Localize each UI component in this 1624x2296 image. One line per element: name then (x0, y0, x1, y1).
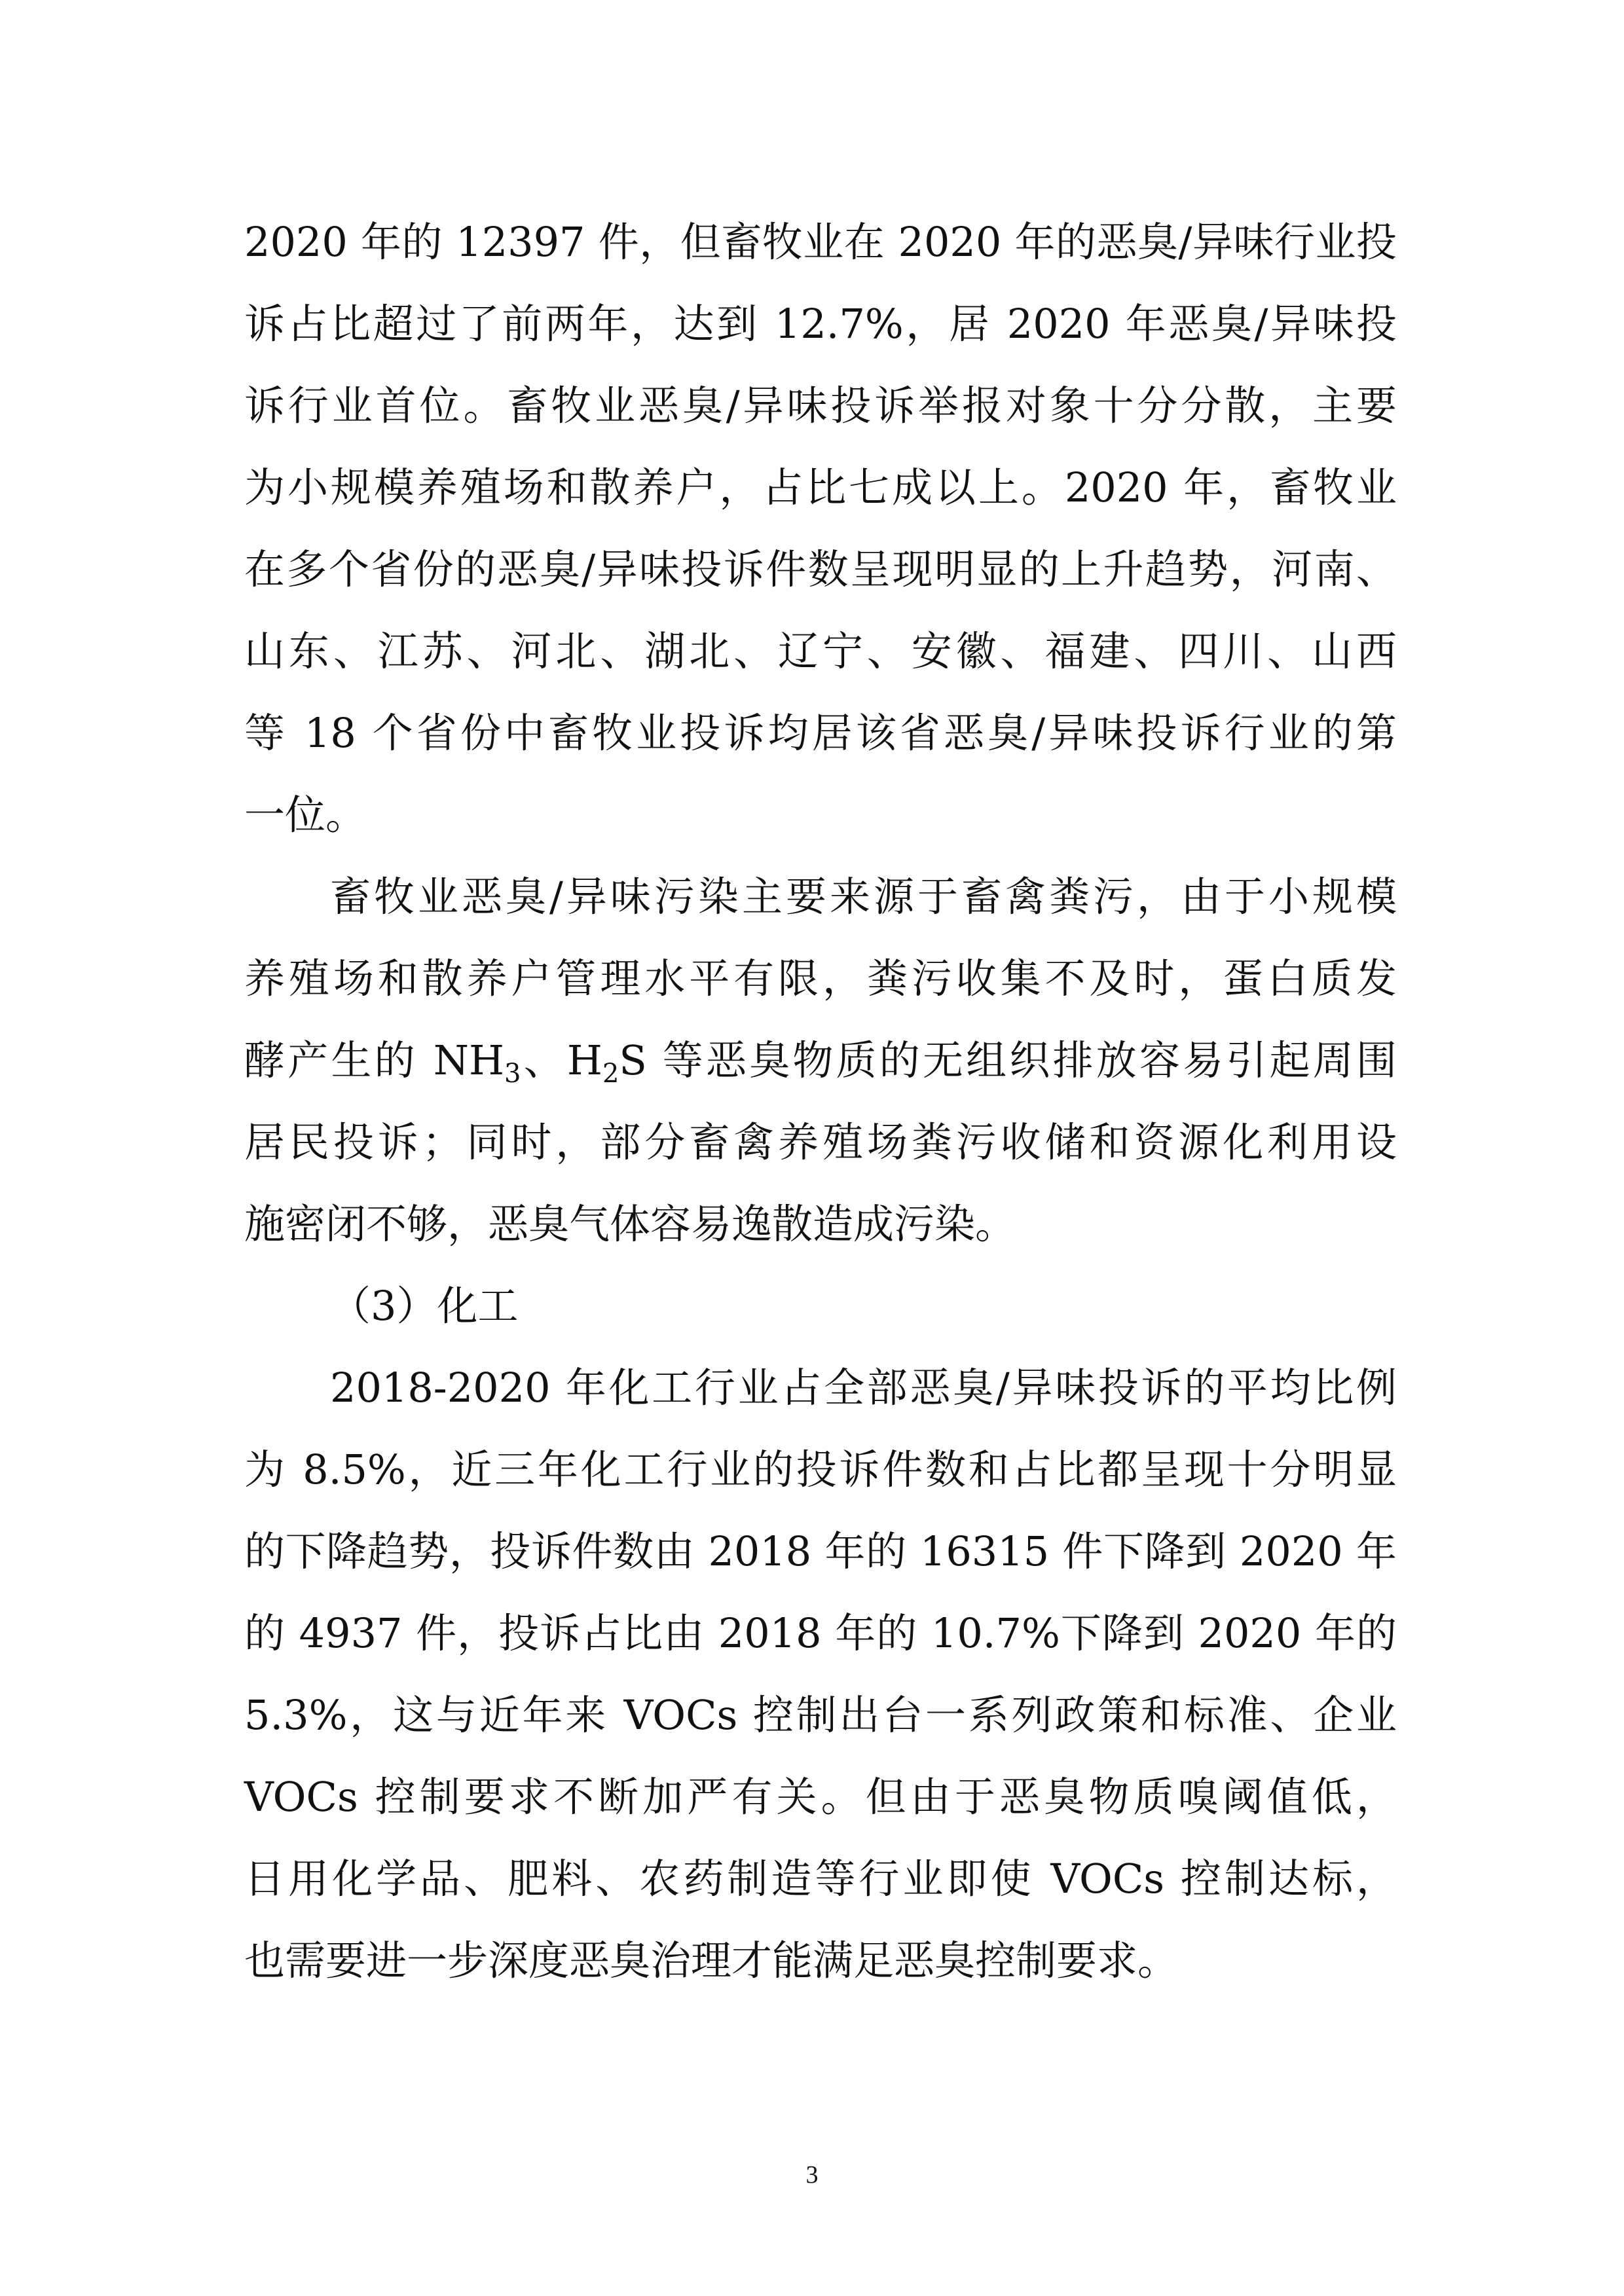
paragraph-1-line-1: 2020 年的 12397 件，但畜牧业在 2020 年的恶臭/异味行业投 (244, 218, 1397, 266)
nh3-subscript: 3 (504, 1059, 521, 1089)
paragraph-1-line-3: 诉行业首位。畜牧业恶臭/异味投诉举报对象十分分散，主要 (244, 382, 1397, 429)
paragraph-2-line-2: 养殖场和散养户管理水平有限，粪污收集不及时，蛋白质发 (244, 955, 1397, 1002)
paragraph-2-line-3-part-b: 、H (521, 1036, 602, 1084)
paragraph-1-line-5: 在多个省份的恶臭/异味投诉件数呈现明显的上升趋势，河南、 (244, 545, 1397, 593)
page-number: 3 (805, 2161, 819, 2189)
paragraph-2-line-3-part-a: 酵产生的 NH (244, 1036, 505, 1084)
paragraph-2-line-3-part-c: S 等恶臭物质的无组织排放容易引起周围 (619, 1036, 1397, 1084)
paragraph-3-line-3: 的下降趋势，投诉件数由 2018 年的 16315 件下降到 2020 年 (244, 1527, 1397, 1575)
paragraph-3-line-2: 为 8.5%，近三年化工行业的投诉件数和占比都呈现十分明显 (244, 1446, 1397, 1493)
paragraph-2-line-3 (244, 1034, 1397, 1087)
paragraph-3-line-1: 2018-2020 年化工行业占全部恶臭/异味投诉的平均比例 (330, 1364, 1397, 1412)
paragraph-3-line-4: 的 4937 件，投诉占比由 2018 年的 10.7%下降到 2020 年的 (244, 1609, 1397, 1657)
paragraph-1-line-7: 等 18 个省份中畜牧业投诉均居该省恶臭/异味投诉行业的第 (244, 709, 1397, 757)
paragraph-3-line-7: 日用化学品、肥料、农药制造等行业即使 VOCs 控制达标， (244, 1855, 1397, 1903)
paragraph-3-line-6: VOCs 控制要求不断加严有关。但由于恶臭物质嗅阈值低， (244, 1773, 1397, 1821)
paragraph-1-line-4: 为小规模养殖场和散养户，占比七成以上。2020 年，畜牧业 (244, 464, 1397, 511)
paragraph-1-line-6: 山东、江苏、河北、湖北、辽宁、安徽、福建、四川、山西 (244, 627, 1397, 675)
section-heading: （3）化工 (330, 1282, 519, 1330)
paragraph-2-line-1: 畜牧业恶臭/异味污染主要来源于畜禽粪污，由于小规模 (330, 873, 1397, 920)
paragraph-2-line-4: 居民投诉；同时，部分畜禽养殖场粪污收储和资源化利用设 (244, 1118, 1397, 1166)
paragraph-1-line-8: 一位。 (244, 791, 367, 839)
h2s-subscript: 2 (602, 1059, 619, 1089)
paragraph-2-line-5: 施密闭不够，恶臭气体容易逸散造成污染。 (244, 1200, 1016, 1248)
paragraph-3-line-5: 5.3%，这与近年来 VOCs 控制出台一系列政策和标准、企业 (244, 1691, 1397, 1739)
paragraph-3-line-8: 也需要进一步深度恶臭治理才能满足恶臭控制要求。 (244, 1937, 1179, 1984)
paragraph-1-line-2: 诉占比超过了前两年，达到 12.7%，居 2020 年恶臭/异味投 (244, 300, 1397, 348)
